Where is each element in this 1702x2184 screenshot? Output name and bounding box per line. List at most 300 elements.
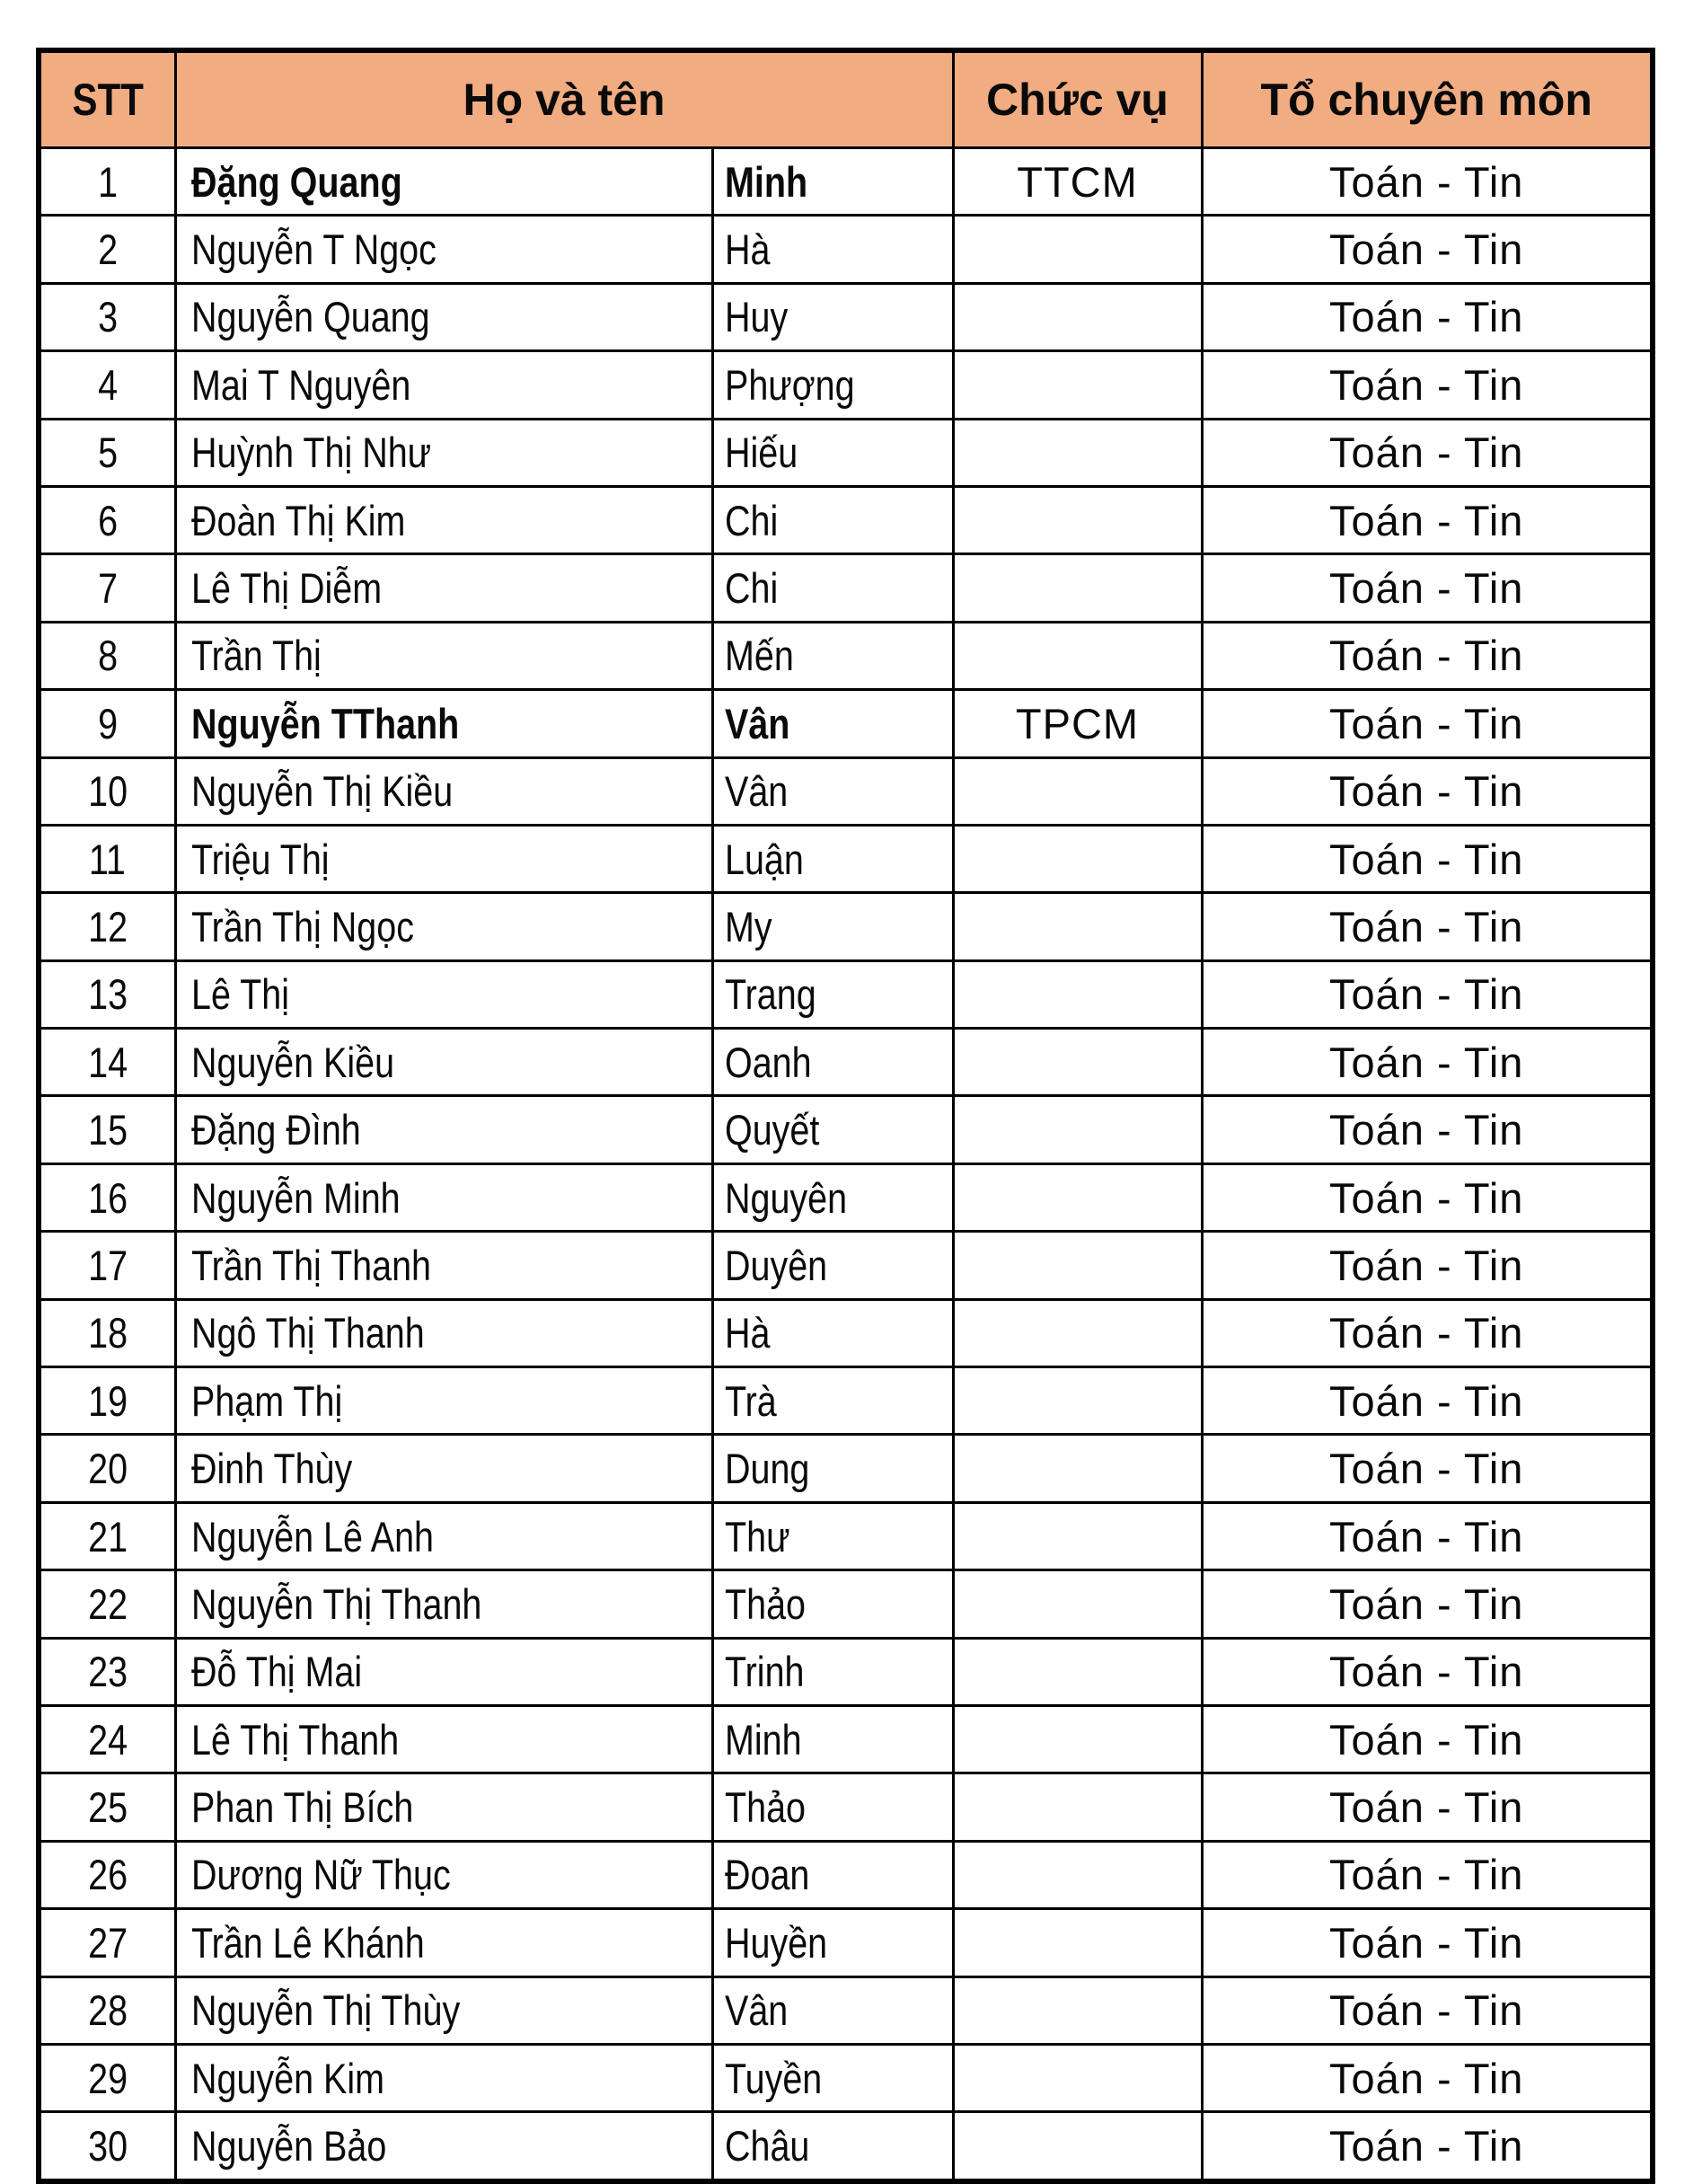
surname-value: Nguyễn Quang: [190, 293, 430, 341]
cell-firstname: [712, 1232, 953, 1299]
cell-firstname: [712, 1841, 953, 1908]
cell-position: [953, 486, 1202, 553]
firstname-value: Trinh: [724, 1648, 804, 1696]
stt-value: 10: [87, 767, 128, 816]
firstname-value: Duyên: [724, 1241, 827, 1289]
table-row: [39, 351, 1653, 419]
col-header-group: [1202, 50, 1653, 148]
stt-value: 22: [87, 1579, 128, 1628]
firstname-value: Nguyên: [724, 1173, 847, 1222]
cell-stt: [39, 825, 175, 892]
cell-position: [953, 1299, 1202, 1366]
group-value: Toán - Tin: [1329, 1783, 1524, 1832]
firstname-value: Hà: [724, 1309, 770, 1357]
cell-position: [953, 690, 1202, 757]
cell-stt: [39, 1163, 175, 1231]
cell-surname: [175, 1909, 712, 1976]
group-value: Toán - Tin: [1329, 1851, 1524, 1899]
table-row: [39, 1299, 1653, 1366]
firstname-value: Hiếu: [724, 429, 798, 477]
cell-firstname: [712, 1909, 953, 1976]
cell-firstname: [712, 1570, 953, 1638]
firstname-value: Huyền: [724, 1918, 827, 1967]
col-header-stt: [39, 50, 175, 148]
stt-value: 30: [87, 2122, 128, 2171]
cell-stt: [39, 1367, 175, 1435]
stt-value: 2: [97, 225, 118, 274]
cell-firstname: [712, 554, 953, 622]
firstname-value: Vân: [724, 1986, 788, 2035]
stt-value: 24: [87, 1715, 128, 1764]
stt-value: 26: [87, 1851, 128, 1899]
cell-group: [1202, 148, 1653, 216]
stt-value: 28: [87, 1986, 128, 2035]
cell-firstname: [712, 2044, 953, 2111]
cell-group: [1202, 283, 1653, 350]
cell-firstname: [712, 893, 953, 960]
group-value: Toán - Tin: [1329, 1445, 1524, 1493]
stt-value: 4: [97, 360, 118, 409]
cell-group: [1202, 757, 1653, 825]
cell-firstname: [712, 351, 953, 419]
surname-value: Trần Thị Thanh: [190, 1241, 431, 1289]
cell-stt: [39, 351, 175, 419]
group-value: Toán - Tin: [1329, 1986, 1524, 2035]
table-row: [39, 148, 1653, 216]
firstname-value: Vân: [724, 767, 788, 816]
surname-value: Lê Thị Thanh: [190, 1715, 399, 1764]
cell-firstname: [712, 825, 953, 892]
cell-firstname: [712, 1096, 953, 1163]
stt-value: 1: [97, 157, 118, 206]
cell-surname: [175, 554, 712, 622]
group-value: Toán - Tin: [1329, 360, 1524, 409]
cell-stt: [39, 1705, 175, 1773]
cell-stt: [39, 1502, 175, 1569]
cell-surname: [175, 2112, 712, 2181]
table-row: [39, 1367, 1653, 1435]
firstname-value: Trà: [724, 1376, 777, 1425]
cell-group: [1202, 1909, 1653, 1976]
stt-value: 16: [87, 1173, 128, 1222]
table-row: [39, 1570, 1653, 1638]
cell-position: [953, 960, 1202, 1028]
stt-value: 14: [87, 1038, 128, 1086]
stt-value: 19: [87, 1376, 128, 1425]
table-row: [39, 1773, 1653, 1841]
cell-position: [953, 1435, 1202, 1502]
cell-firstname: [712, 283, 953, 350]
stt-value: 27: [87, 1918, 128, 1967]
cell-firstname: [712, 1367, 953, 1435]
cell-firstname: [712, 1299, 953, 1366]
cell-stt: [39, 486, 175, 553]
cell-surname: [175, 893, 712, 960]
firstname-value: Châu: [724, 2122, 809, 2171]
cell-stt: [39, 690, 175, 757]
table-row: [39, 1029, 1653, 1096]
cell-surname: [175, 825, 712, 892]
table-row: [39, 283, 1653, 350]
firstname-value: Chi: [724, 564, 778, 613]
cell-surname: [175, 1163, 712, 1231]
surname-value: Nguyễn Kiều: [190, 1038, 394, 1086]
firstname-value: Huy: [724, 293, 788, 341]
cell-group: [1202, 1435, 1653, 1502]
cell-firstname: [712, 1163, 953, 1231]
table-row: [39, 216, 1653, 283]
surname-value: Lê Thị Diễm: [190, 564, 382, 613]
col-header-position-label: Chức vụ: [986, 75, 1168, 125]
staff-table: [36, 48, 1655, 2184]
surname-value: Mai T Nguyên: [190, 360, 410, 409]
cell-group: [1202, 1502, 1653, 1569]
cell-position: [953, 554, 1202, 622]
surname-value: Đoàn Thị Kim: [190, 496, 405, 544]
table-row: [39, 622, 1653, 689]
table-row: [39, 1163, 1653, 1231]
table-header: [39, 50, 1653, 148]
cell-surname: [175, 283, 712, 350]
cell-firstname: [712, 486, 953, 553]
surname-value: Lê Thị: [190, 970, 289, 1019]
cell-firstname: [712, 1705, 953, 1773]
table-row: [39, 1435, 1653, 1502]
surname-value: Nguyễn Minh: [190, 1173, 401, 1222]
position-value: TPCM: [1015, 699, 1140, 747]
cell-group: [1202, 1638, 1653, 1705]
group-value: Toán - Tin: [1329, 1715, 1524, 1764]
cell-stt: [39, 1638, 175, 1705]
cell-firstname: [712, 1435, 953, 1502]
cell-position: [953, 1570, 1202, 1638]
table-row: [39, 1502, 1653, 1569]
cell-surname: [175, 351, 712, 419]
stt-value: 3: [97, 293, 118, 341]
surname-value: Nguyễn Thị Thùy: [190, 1986, 460, 2035]
cell-stt: [39, 283, 175, 350]
col-header-name: [175, 50, 953, 148]
group-value: Toán - Tin: [1329, 835, 1524, 883]
col-header-stt-label: STT: [72, 75, 144, 125]
cell-stt: [39, 554, 175, 622]
cell-stt: [39, 2044, 175, 2111]
table-row: [39, 1096, 1653, 1163]
cell-firstname: [712, 1502, 953, 1569]
cell-firstname: [712, 757, 953, 825]
table-row: [39, 960, 1653, 1028]
cell-stt: [39, 2112, 175, 2181]
cell-group: [1202, 1096, 1653, 1163]
group-value: Toán - Tin: [1329, 767, 1524, 816]
cell-position: [953, 893, 1202, 960]
cell-position: [953, 1232, 1202, 1299]
cell-firstname: [712, 148, 953, 216]
cell-surname: [175, 148, 712, 216]
cell-group: [1202, 2112, 1653, 2181]
surname-value: Phan Thị Bích: [190, 1783, 413, 1832]
cell-stt: [39, 1909, 175, 1976]
cell-group: [1202, 554, 1653, 622]
cell-stt: [39, 757, 175, 825]
group-value: Toán - Tin: [1329, 157, 1524, 206]
cell-position: [953, 1841, 1202, 1908]
cell-stt: [39, 1299, 175, 1366]
firstname-value: Dung: [724, 1445, 809, 1493]
cell-firstname: [712, 216, 953, 283]
surname-value: Phạm Thị: [190, 1376, 342, 1425]
cell-surname: [175, 2044, 712, 2111]
cell-surname: [175, 1976, 712, 2044]
group-value: Toán - Tin: [1329, 1038, 1524, 1086]
stt-value: 11: [89, 835, 127, 883]
group-value: Toán - Tin: [1329, 1579, 1524, 1628]
cell-surname: [175, 1570, 712, 1638]
cell-group: [1202, 2044, 1653, 2111]
cell-stt: [39, 419, 175, 486]
position-value: TTCM: [1017, 157, 1138, 206]
cell-position: [953, 1367, 1202, 1435]
group-value: Toán - Tin: [1329, 496, 1524, 544]
surname-value: Dương Nữ Thục: [190, 1851, 451, 1899]
cell-stt: [39, 1773, 175, 1841]
surname-value: Nguyễn TThanh: [190, 699, 459, 747]
table-row: [39, 2112, 1653, 2181]
table-row: [39, 1909, 1653, 1976]
cell-group: [1202, 419, 1653, 486]
cell-position: [953, 622, 1202, 689]
surname-value: Huỳnh Thị Như: [190, 429, 431, 477]
firstname-value: Trang: [724, 970, 816, 1019]
cell-position: [953, 216, 1202, 283]
stt-value: 13: [87, 970, 128, 1019]
cell-group: [1202, 1299, 1653, 1366]
cell-group: [1202, 351, 1653, 419]
cell-firstname: [712, 419, 953, 486]
surname-value: Nguyễn Thị Thanh: [190, 1579, 481, 1628]
surname-value: Trần Thị Ngọc: [190, 902, 414, 951]
group-value: Toán - Tin: [1329, 225, 1524, 274]
surname-value: Triệu Thị: [190, 835, 330, 883]
cell-stt: [39, 893, 175, 960]
surname-value: Nguyễn Bảo: [190, 2122, 386, 2171]
cell-stt: [39, 1841, 175, 1908]
cell-surname: [175, 960, 712, 1028]
group-value: Toán - Tin: [1329, 1106, 1524, 1154]
firstname-value: Phượng: [724, 360, 855, 409]
table-body: [39, 148, 1653, 2181]
cell-stt: [39, 960, 175, 1028]
surname-value: Ngô Thị Thanh: [190, 1309, 425, 1357]
cell-surname: [175, 1029, 712, 1096]
cell-surname: [175, 1638, 712, 1705]
stt-value: 18: [87, 1309, 128, 1357]
surname-value: Nguyễn T Ngọc: [190, 225, 437, 274]
cell-position: [953, 2044, 1202, 2111]
cell-position: [953, 351, 1202, 419]
cell-group: [1202, 622, 1653, 689]
cell-surname: [175, 1096, 712, 1163]
cell-stt: [39, 1096, 175, 1163]
surname-value: Nguyễn Lê Anh: [190, 1512, 434, 1561]
firstname-value: Oanh: [724, 1038, 812, 1086]
cell-group: [1202, 486, 1653, 553]
table-row: [39, 825, 1653, 892]
cell-firstname: [712, 1029, 953, 1096]
cell-position: [953, 419, 1202, 486]
group-value: Toán - Tin: [1329, 1648, 1524, 1696]
group-value: Toán - Tin: [1329, 1512, 1524, 1561]
cell-group: [1202, 1367, 1653, 1435]
firstname-value: Luận: [724, 835, 804, 883]
stt-value: 5: [97, 429, 118, 477]
col-header-name-label: Họ và tên: [463, 75, 666, 125]
firstname-value: Hà: [724, 225, 770, 274]
firstname-value: Đoan: [724, 1851, 809, 1899]
group-value: Toán - Tin: [1329, 699, 1524, 747]
table-row: [39, 1705, 1653, 1773]
table-row: [39, 486, 1653, 553]
cell-position: [953, 1163, 1202, 1231]
group-value: Toán - Tin: [1329, 293, 1524, 341]
group-value: Toán - Tin: [1329, 1173, 1524, 1222]
surname-value: Đặng Quang: [190, 157, 402, 206]
cell-surname: [175, 1435, 712, 1502]
cell-stt: [39, 148, 175, 216]
cell-surname: [175, 1367, 712, 1435]
cell-position: [953, 1773, 1202, 1841]
cell-group: [1202, 1976, 1653, 2044]
stt-value: 15: [87, 1106, 128, 1154]
firstname-value: Thư: [724, 1512, 790, 1561]
firstname-value: Mến: [724, 632, 794, 680]
firstname-value: Minh: [724, 1715, 802, 1764]
surname-value: Đỗ Thị Mai: [190, 1648, 362, 1696]
stt-value: 25: [87, 1783, 128, 1832]
group-value: Toán - Tin: [1329, 2054, 1524, 2102]
cell-group: [1202, 1841, 1653, 1908]
stt-value: 20: [87, 1445, 128, 1493]
firstname-value: Vân: [724, 699, 789, 747]
cell-surname: [175, 1232, 712, 1299]
cell-position: [953, 825, 1202, 892]
col-header-group-label: Tổ chuyên môn: [1260, 75, 1592, 125]
table-row: [39, 757, 1653, 825]
table-row: [39, 1976, 1653, 2044]
cell-surname: [175, 1299, 712, 1366]
cell-stt: [39, 1570, 175, 1638]
firstname-value: Quyết: [724, 1106, 819, 1154]
surname-value: Trần Thị: [190, 632, 322, 680]
cell-firstname: [712, 1976, 953, 2044]
stt-value: 29: [87, 2054, 128, 2102]
stt-value: 23: [87, 1648, 128, 1696]
cell-position: [953, 2112, 1202, 2181]
firstname-value: Thảo: [724, 1579, 806, 1628]
cell-position: [953, 1096, 1202, 1163]
cell-group: [1202, 1705, 1653, 1773]
table-row: [39, 1232, 1653, 1299]
cell-surname: [175, 1773, 712, 1841]
cell-surname: [175, 486, 712, 553]
cell-firstname: [712, 690, 953, 757]
surname-value: Đặng Đình: [190, 1106, 361, 1154]
stt-value: 7: [97, 564, 118, 613]
stt-value: 8: [97, 632, 118, 680]
cell-surname: [175, 1841, 712, 1908]
cell-position: [953, 148, 1202, 216]
cell-firstname: [712, 1638, 953, 1705]
cell-group: [1202, 1570, 1653, 1638]
cell-surname: [175, 216, 712, 283]
group-value: Toán - Tin: [1329, 632, 1524, 680]
cell-group: [1202, 960, 1653, 1028]
surname-value: Nguyễn Kim: [190, 2054, 384, 2102]
firstname-value: Tuyền: [724, 2054, 822, 2102]
cell-position: [953, 1909, 1202, 1976]
group-value: Toán - Tin: [1329, 902, 1524, 951]
cell-stt: [39, 1435, 175, 1502]
firstname-value: Thảo: [724, 1783, 806, 1832]
table-row: [39, 1638, 1653, 1705]
table-row: [39, 419, 1653, 486]
cell-surname: [175, 419, 712, 486]
cell-surname: [175, 690, 712, 757]
surname-value: Trần Lê Khánh: [190, 1918, 425, 1967]
cell-position: [953, 1638, 1202, 1705]
group-value: Toán - Tin: [1329, 1376, 1524, 1425]
stt-value: 6: [97, 496, 118, 544]
group-value: Toán - Tin: [1329, 1309, 1524, 1357]
cell-stt: [39, 1232, 175, 1299]
group-value: Toán - Tin: [1329, 1918, 1524, 1967]
cell-surname: [175, 1502, 712, 1569]
surname-value: Nguyễn Thị Kiều: [190, 767, 453, 816]
group-value: Toán - Tin: [1329, 564, 1524, 613]
cell-surname: [175, 757, 712, 825]
group-value: Toán - Tin: [1329, 970, 1524, 1019]
group-value: Toán - Tin: [1329, 2122, 1524, 2171]
col-header-position: [953, 50, 1202, 148]
cell-stt: [39, 216, 175, 283]
firstname-value: My: [724, 902, 772, 951]
cell-stt: [39, 1976, 175, 2044]
cell-position: [953, 1502, 1202, 1569]
cell-position: [953, 1029, 1202, 1096]
cell-surname: [175, 1705, 712, 1773]
stt-value: 12: [87, 902, 128, 951]
group-value: Toán - Tin: [1329, 429, 1524, 477]
cell-group: [1202, 893, 1653, 960]
table-row: [39, 1841, 1653, 1908]
header-row: [39, 50, 1653, 148]
cell-firstname: [712, 2112, 953, 2181]
cell-group: [1202, 1163, 1653, 1231]
table-row: [39, 690, 1653, 757]
cell-position: [953, 283, 1202, 350]
cell-group: [1202, 216, 1653, 283]
cell-stt: [39, 1029, 175, 1096]
table-row: [39, 2044, 1653, 2111]
surname-value: Đinh Thùy: [190, 1445, 352, 1493]
cell-position: [953, 757, 1202, 825]
cell-position: [953, 1705, 1202, 1773]
cell-group: [1202, 1773, 1653, 1841]
cell-firstname: [712, 622, 953, 689]
cell-group: [1202, 1232, 1653, 1299]
firstname-value: Minh: [724, 157, 807, 206]
table-row: [39, 893, 1653, 960]
